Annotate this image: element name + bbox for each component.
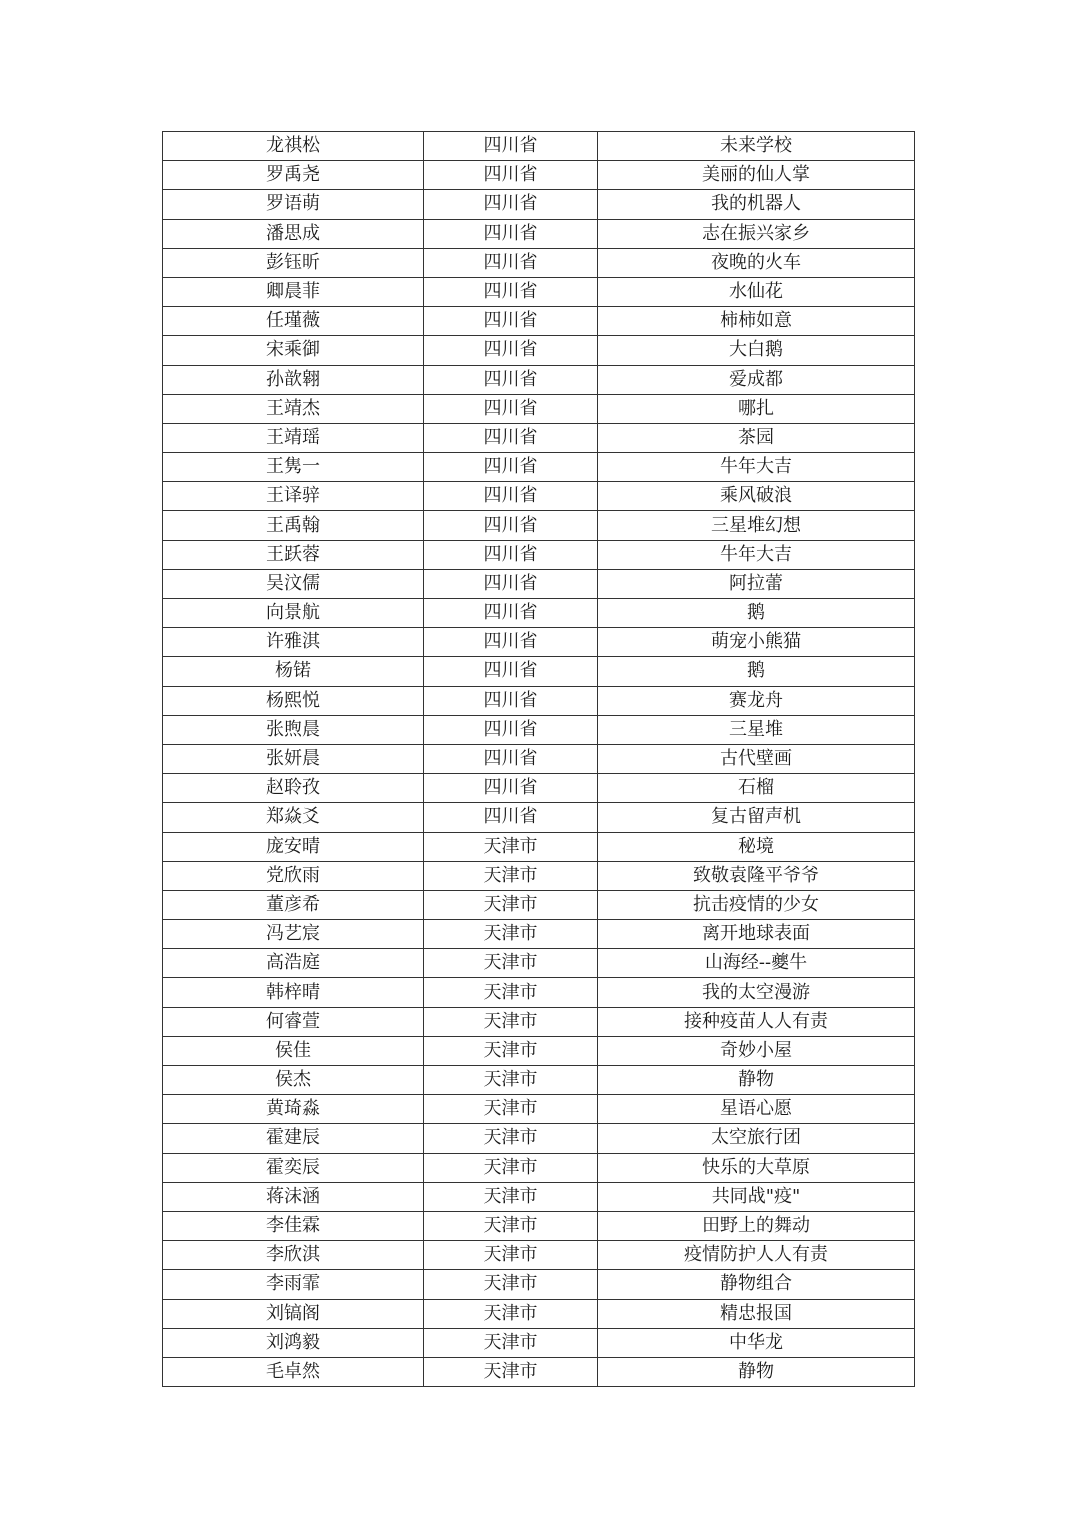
participant-name-cell: 霍建辰 (163, 1124, 424, 1153)
province-cell: 四川省 (424, 161, 598, 190)
province-cell: 四川省 (424, 803, 598, 832)
artwork-title-cell: 疫情防护人人有责 (598, 1241, 915, 1270)
participant-name-cell: 杨锘 (163, 657, 424, 686)
artwork-title-cell: 共同战"疫" (598, 1182, 915, 1211)
participant-name-cell: 王靖瑶 (163, 423, 424, 452)
province-cell: 四川省 (424, 599, 598, 628)
artwork-title-cell: 离开地球表面 (598, 920, 915, 949)
province-cell: 天津市 (424, 1328, 598, 1357)
province-cell: 四川省 (424, 219, 598, 248)
table-row (163, 832, 915, 861)
province-cell: 四川省 (424, 482, 598, 511)
artwork-title-cell: 牛年大吉 (598, 453, 915, 482)
table-row (163, 1299, 915, 1328)
roster-table (162, 131, 915, 1387)
province-cell: 四川省 (424, 774, 598, 803)
participant-name-cell: 董彦希 (163, 890, 424, 919)
participant-name-cell: 蒋沫涵 (163, 1182, 424, 1211)
participant-name-cell: 庞安晴 (163, 832, 424, 861)
table-row (163, 511, 915, 540)
province-cell: 四川省 (424, 540, 598, 569)
artwork-title-cell: 志在振兴家乡 (598, 219, 915, 248)
artwork-title-cell: 致敬袁隆平爷爷 (598, 861, 915, 890)
province-cell: 四川省 (424, 744, 598, 773)
province-cell: 天津市 (424, 1153, 598, 1182)
table-row (163, 1124, 915, 1153)
table-row (163, 1007, 915, 1036)
participant-name-cell: 王隽一 (163, 453, 424, 482)
province-cell: 天津市 (424, 832, 598, 861)
participant-name-cell: 罗语萌 (163, 190, 424, 219)
artwork-title-cell: 三星堆幻想 (598, 511, 915, 540)
artwork-title-cell: 接种疫苗人人有责 (598, 1007, 915, 1036)
table-row (163, 1036, 915, 1065)
table-row (163, 190, 915, 219)
participant-name-cell: 王译骍 (163, 482, 424, 511)
table-row (163, 132, 915, 161)
province-cell: 四川省 (424, 336, 598, 365)
participant-name-cell: 刘鸿毅 (163, 1328, 424, 1357)
table-row (163, 569, 915, 598)
participant-name-cell: 宋乘御 (163, 336, 424, 365)
table-row (163, 307, 915, 336)
artwork-title-cell: 牛年大吉 (598, 540, 915, 569)
province-cell: 天津市 (424, 1357, 598, 1386)
artwork-title-cell: 赛龙舟 (598, 686, 915, 715)
province-cell: 天津市 (424, 978, 598, 1007)
artwork-title-cell: 秘境 (598, 832, 915, 861)
province-cell: 天津市 (424, 1270, 598, 1299)
artwork-title-cell: 抗击疫情的少女 (598, 890, 915, 919)
participant-name-cell: 毛卓然 (163, 1357, 424, 1386)
province-cell: 四川省 (424, 307, 598, 336)
province-cell: 四川省 (424, 453, 598, 482)
artwork-title-cell: 静物组合 (598, 1270, 915, 1299)
artwork-title-cell: 奇妙小屋 (598, 1036, 915, 1065)
participant-name-cell: 任瑾薇 (163, 307, 424, 336)
province-cell: 天津市 (424, 1066, 598, 1095)
table-row (163, 161, 915, 190)
table-row (163, 890, 915, 919)
province-cell: 天津市 (424, 890, 598, 919)
participant-name-cell: 刘镐阁 (163, 1299, 424, 1328)
participant-name-cell: 党欣雨 (163, 861, 424, 890)
participant-name-cell: 赵聆孜 (163, 774, 424, 803)
table-row (163, 540, 915, 569)
participant-name-cell: 黄琦淼 (163, 1095, 424, 1124)
province-cell: 四川省 (424, 628, 598, 657)
artwork-title-cell: 夜晚的火车 (598, 248, 915, 277)
participant-name-cell: 霍奕辰 (163, 1153, 424, 1182)
province-cell: 天津市 (424, 1124, 598, 1153)
province-cell: 四川省 (424, 686, 598, 715)
artwork-title-cell: 鹅 (598, 657, 915, 686)
table-row (163, 774, 915, 803)
province-cell: 天津市 (424, 1241, 598, 1270)
participant-name-cell: 何睿萱 (163, 1007, 424, 1036)
table-row (163, 744, 915, 773)
table-row (163, 803, 915, 832)
artwork-title-cell: 未来学校 (598, 132, 915, 161)
province-cell: 天津市 (424, 1007, 598, 1036)
participant-name-cell: 孙歆翱 (163, 365, 424, 394)
artwork-title-cell: 静物 (598, 1066, 915, 1095)
artwork-title-cell: 萌宠小熊猫 (598, 628, 915, 657)
table-row (163, 482, 915, 511)
province-cell: 天津市 (424, 1299, 598, 1328)
table-row (163, 336, 915, 365)
artwork-title-cell: 水仙花 (598, 277, 915, 306)
participant-name-cell: 张煦晨 (163, 715, 424, 744)
province-cell: 四川省 (424, 248, 598, 277)
artwork-title-cell: 阿拉蕾 (598, 569, 915, 598)
artwork-title-cell: 美丽的仙人掌 (598, 161, 915, 190)
participant-name-cell: 王靖杰 (163, 394, 424, 423)
participant-name-cell: 侯杰 (163, 1066, 424, 1095)
participant-name-cell: 向景航 (163, 599, 424, 628)
province-cell: 四川省 (424, 132, 598, 161)
table-row (163, 861, 915, 890)
participant-name-cell: 李雨霏 (163, 1270, 424, 1299)
participant-name-cell: 郑焱爻 (163, 803, 424, 832)
artwork-title-cell: 我的机器人 (598, 190, 915, 219)
artwork-title-cell: 石榴 (598, 774, 915, 803)
artwork-title-cell: 快乐的大草原 (598, 1153, 915, 1182)
participant-name-cell: 罗禹尧 (163, 161, 424, 190)
participant-name-cell: 韩梓晴 (163, 978, 424, 1007)
artwork-title-cell: 鹅 (598, 599, 915, 628)
table-row (163, 628, 915, 657)
artwork-title-cell: 山海经--夔牛 (598, 949, 915, 978)
province-cell: 四川省 (424, 394, 598, 423)
artwork-title-cell: 田野上的舞动 (598, 1211, 915, 1240)
participant-name-cell: 李欣淇 (163, 1241, 424, 1270)
participant-name-cell: 侯佳 (163, 1036, 424, 1065)
table-row (163, 1182, 915, 1211)
province-cell: 四川省 (424, 365, 598, 394)
table-row (163, 920, 915, 949)
artwork-title-cell: 爱成都 (598, 365, 915, 394)
table-row (163, 686, 915, 715)
artwork-title-cell: 静物 (598, 1357, 915, 1386)
table-row (163, 277, 915, 306)
roster-table-body (163, 132, 915, 1387)
table-row (163, 1328, 915, 1357)
artwork-title-cell: 古代壁画 (598, 744, 915, 773)
artwork-title-cell: 我的太空漫游 (598, 978, 915, 1007)
table-row (163, 657, 915, 686)
table-row (163, 1153, 915, 1182)
province-cell: 四川省 (424, 277, 598, 306)
participant-name-cell: 卿晨菲 (163, 277, 424, 306)
artwork-title-cell: 柿柿如意 (598, 307, 915, 336)
participant-name-cell: 许雅淇 (163, 628, 424, 657)
province-cell: 四川省 (424, 511, 598, 540)
province-cell: 四川省 (424, 715, 598, 744)
table-row (163, 599, 915, 628)
province-cell: 四川省 (424, 190, 598, 219)
table-row (163, 715, 915, 744)
participant-name-cell: 冯艺宸 (163, 920, 424, 949)
participant-name-cell: 王禹翰 (163, 511, 424, 540)
artwork-title-cell: 太空旅行团 (598, 1124, 915, 1153)
province-cell: 四川省 (424, 657, 598, 686)
participant-name-cell: 王跃蓉 (163, 540, 424, 569)
province-cell: 四川省 (424, 423, 598, 452)
table-row (163, 1066, 915, 1095)
province-cell: 天津市 (424, 949, 598, 978)
table-row (163, 949, 915, 978)
table-row (163, 394, 915, 423)
participant-name-cell: 彭钰昕 (163, 248, 424, 277)
artwork-title-cell: 乘风破浪 (598, 482, 915, 511)
table-row (163, 219, 915, 248)
table-row (163, 1211, 915, 1240)
artwork-title-cell: 精忠报国 (598, 1299, 915, 1328)
artwork-title-cell: 三星堆 (598, 715, 915, 744)
province-cell: 天津市 (424, 861, 598, 890)
participant-name-cell: 高浩庭 (163, 949, 424, 978)
roster-sheet (162, 131, 914, 1387)
table-row (163, 248, 915, 277)
artwork-title-cell: 中华龙 (598, 1328, 915, 1357)
artwork-title-cell: 茶园 (598, 423, 915, 452)
participant-name-cell: 李佳霖 (163, 1211, 424, 1240)
province-cell: 天津市 (424, 1036, 598, 1065)
artwork-title-cell: 星语心愿 (598, 1095, 915, 1124)
province-cell: 天津市 (424, 1182, 598, 1211)
artwork-title-cell: 复古留声机 (598, 803, 915, 832)
table-row (163, 1095, 915, 1124)
participant-name-cell: 杨熙悦 (163, 686, 424, 715)
table-row (163, 1357, 915, 1386)
province-cell: 天津市 (424, 1095, 598, 1124)
participant-name-cell: 张妍晨 (163, 744, 424, 773)
province-cell: 四川省 (424, 569, 598, 598)
table-row (163, 978, 915, 1007)
table-row (163, 453, 915, 482)
participant-name-cell: 吴汶儒 (163, 569, 424, 598)
artwork-title-cell: 大白鹅 (598, 336, 915, 365)
table-row (163, 1241, 915, 1270)
table-row (163, 423, 915, 452)
table-row (163, 365, 915, 394)
participant-name-cell: 龙祺松 (163, 132, 424, 161)
table-row (163, 1270, 915, 1299)
province-cell: 天津市 (424, 1211, 598, 1240)
province-cell: 天津市 (424, 920, 598, 949)
participant-name-cell: 潘思成 (163, 219, 424, 248)
artwork-title-cell: 哪扎 (598, 394, 915, 423)
